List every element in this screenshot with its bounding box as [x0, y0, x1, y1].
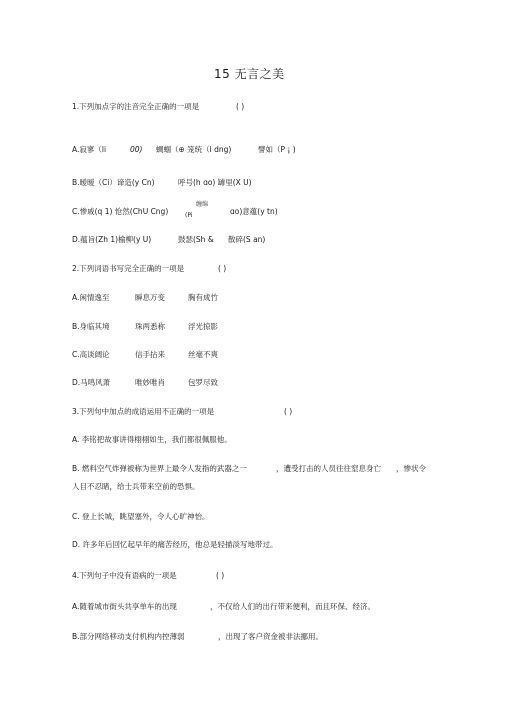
q1-option-a-label: A.寂寥（li — [72, 145, 107, 154]
q1-option-c-part3: ɑo)意蕴(y tn) — [230, 207, 278, 216]
question-2-answer-paren: ( ) — [218, 264, 227, 273]
question-3-stem: 3.下列句中加点的成语运用不正确的一项是 — [72, 407, 215, 416]
q1-option-b-part2: 呼号(h ɑo) 罅里(X U) — [178, 178, 252, 187]
q1-option-a-part3: 蜩蝈（⊕ 笼统（l dng) — [156, 145, 232, 154]
question-1-stem: 1.下列加点字的注音完全正确的一项是 — [72, 102, 200, 111]
question-4-answer-paren: ( ) — [216, 571, 225, 580]
q4-option-a-part2: ，不仅给人们的出行带来便利，而且环保、经济。 — [210, 602, 375, 611]
q3-option-c: C. 登上长城，眺望塞外，令人心旷神怡。 — [72, 512, 210, 521]
q1-option-c-label: C.惨戚(q 1) 怆然(ChU Cng) — [72, 207, 169, 216]
question-4-stem: 4.下列句子中没有语病的一项是 — [72, 571, 177, 580]
q2-option-c-word-2: 信手拈来 — [135, 350, 165, 359]
q1-option-d-part3: 散碎(S an) — [228, 235, 266, 244]
q2-option-c-word-1: C.高谈阔论 — [72, 350, 110, 359]
q2-option-b-word-1: B.身临其境 — [72, 322, 110, 331]
q4-option-b-part2: ，出现了客户资金被非法挪用。 — [218, 632, 323, 641]
q1-option-d-part2: 鼓瑟(Sh & — [178, 235, 214, 244]
q2-option-b-word-2: 珠两悉称 — [135, 322, 165, 331]
q1-option-c-subscript: (Pi — [185, 212, 193, 219]
question-2-stem: 2.下列词语书写完全正确的一项是 — [72, 264, 185, 273]
q4-option-b-part1: B.部分网络移动支付机构内控薄弱 — [72, 632, 185, 641]
q3-option-a: A. 李铭把故事讲得栩栩如生，我们都很佩服他。 — [72, 435, 232, 444]
question-3-answer-paren: ( ) — [284, 407, 293, 416]
q2-option-d-word-2: 唯妙唯肖 — [135, 378, 165, 387]
q2-option-a-word-3: 胸有成竹 — [188, 293, 218, 302]
q3-option-b-part1: B. 燃料空气炸弹被称为世界上最令人发指的武器之一 — [72, 464, 247, 473]
q2-option-a-word-2: 瞬息万变 — [135, 293, 165, 302]
q1-option-a-part2: 00) — [130, 145, 143, 154]
q2-option-d-word-3: 包罗尽致 — [188, 378, 218, 387]
q3-option-b-line2: 人目不忍睹，给士兵带来空前的恐惧。 — [72, 482, 200, 491]
q4-option-a-part1: A.随着城市街头共享单车的出现 — [72, 602, 177, 611]
q2-option-c-word-3: 丝毫不爽 — [188, 350, 218, 359]
q3-option-d: D. 许多年后回忆起早年的痛苦经历，他总是轻描淡写地带过。 — [72, 540, 278, 549]
q2-option-a-word-1: A.闲情逸至 — [72, 293, 110, 302]
q1-option-c-superscript: 缠绵 — [196, 201, 209, 208]
q1-option-a-part4: 譬如（P ¡ ) — [258, 145, 296, 154]
q1-option-b-label: B.暧暧（Ci）谛造(y Cn) — [72, 178, 155, 187]
q3-option-b-part3: ，惨状令 — [396, 464, 426, 473]
q3-option-b-part2: ，遭受打击的人员往往窒息身亡 — [276, 464, 381, 473]
q1-option-d-label: D.蕴旨(Zh 1)榆柳(y U) — [72, 235, 152, 244]
q2-option-b-word-3: 浮光掠影 — [188, 322, 218, 331]
page-title: 15 无言之美 — [214, 67, 285, 81]
question-1-answer-paren: ( ) — [236, 102, 245, 111]
q2-option-d-word-1: D.马鸣风萧 — [72, 378, 111, 387]
